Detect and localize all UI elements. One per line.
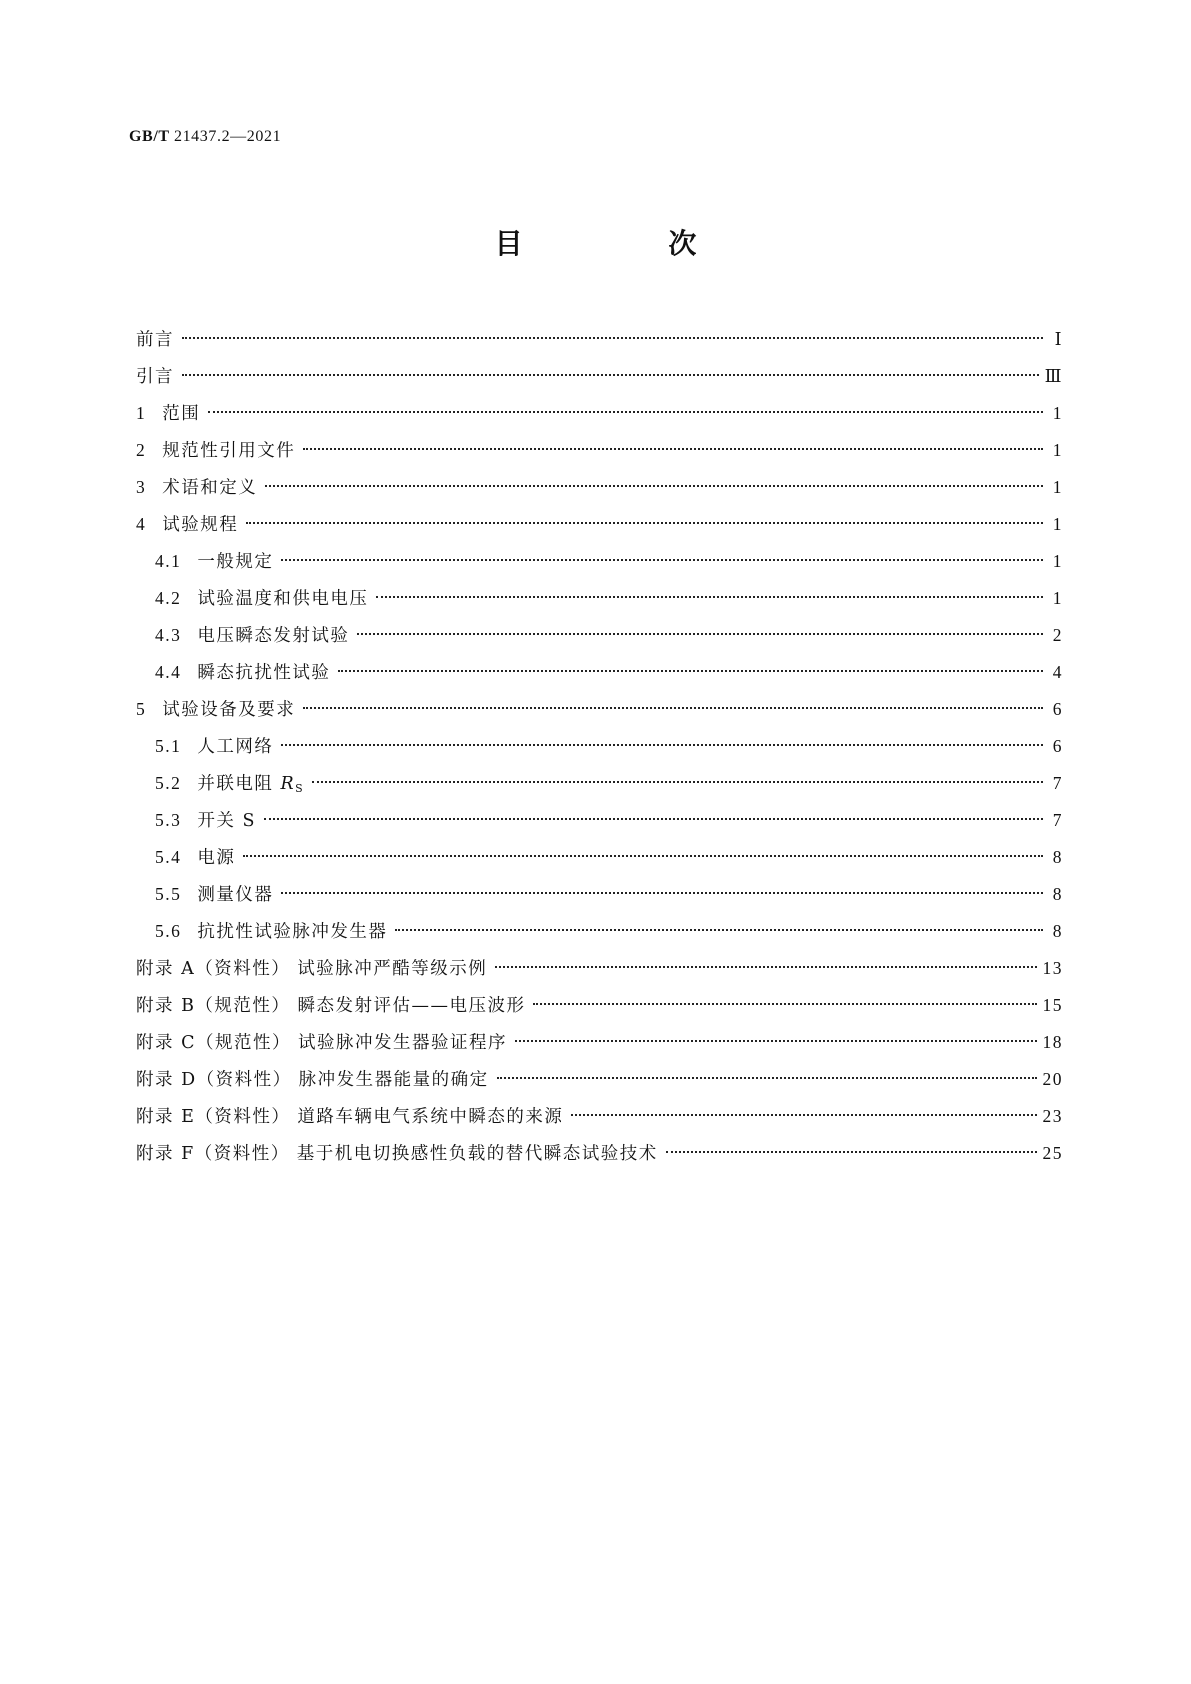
toc-entry[interactable] xyxy=(136,437,1063,474)
toc-entry[interactable] xyxy=(136,659,1063,696)
toc-entry-label xyxy=(197,585,368,610)
toc-dot-leader xyxy=(395,929,1043,931)
toc-entry[interactable] xyxy=(136,992,1063,1029)
toc-entry[interactable] xyxy=(136,548,1063,585)
toc-entry-number: 5.4 xyxy=(155,847,182,867)
document-code-number: 21437.2—2021 xyxy=(173,128,282,145)
toc-dot-leader xyxy=(246,522,1043,524)
toc-entry-label xyxy=(197,807,256,832)
toc-dot-leader xyxy=(303,707,1043,709)
toc-entry-label xyxy=(136,1029,507,1054)
toc-entry-label xyxy=(162,400,200,425)
toc-dot-leader xyxy=(281,892,1043,894)
toc-entry-page-number: 23 xyxy=(1042,1106,1063,1126)
toc-entry-page-number: 20 xyxy=(1042,1069,1063,1089)
toc-entry-page-number: 7 xyxy=(1052,773,1063,793)
toc-entry-label xyxy=(197,918,387,943)
toc-entry-label-text: 附录 E（资料性） 道路车辆电气系统中瞬态的来源 xyxy=(136,1107,564,1127)
toc-dot-leader xyxy=(533,1003,1036,1005)
toc-entry-label xyxy=(197,770,304,795)
toc-dot-leader xyxy=(281,744,1043,746)
toc-entry-page-number: 1 xyxy=(1052,477,1063,497)
toc-entry-label-text: 引言 xyxy=(136,367,174,387)
toc-entry-label-text: 并联电阻 xyxy=(197,774,281,794)
toc-entry-label-text: 附录 B（规范性） 瞬态发射评估——电压波形 xyxy=(136,996,526,1016)
toc-entry-number: 4 xyxy=(136,514,147,534)
toc-entry[interactable] xyxy=(136,807,1063,844)
toc-entry-page-number: 4 xyxy=(1052,662,1063,682)
toc-entry-label-subscript: S xyxy=(295,782,305,795)
toc-entry[interactable] xyxy=(136,918,1063,955)
toc-entry-label-text: 测量仪器 xyxy=(197,885,274,905)
toc-entry-label xyxy=(162,696,295,721)
toc-entry-number: 5.6 xyxy=(155,921,182,941)
toc-entry-number: 4.3 xyxy=(155,625,182,645)
toc-entry-label xyxy=(162,511,238,536)
toc-entry-label xyxy=(197,622,349,647)
toc-dot-leader xyxy=(571,1114,1036,1116)
toc-entry-label-text: 一般规定 xyxy=(197,552,274,572)
toc-dot-leader xyxy=(243,855,1043,857)
toc-entry-label-text: 试验规程 xyxy=(162,515,239,535)
table-of-contents xyxy=(136,326,1063,1177)
toc-entry[interactable] xyxy=(136,400,1063,437)
toc-entry[interactable] xyxy=(136,363,1063,400)
toc-entry-page-number: Ⅰ xyxy=(1054,329,1063,349)
toc-dot-leader xyxy=(303,448,1043,450)
toc-entry-page-number: 8 xyxy=(1052,884,1063,904)
toc-entry[interactable] xyxy=(136,1103,1063,1140)
toc-entry-number: 3 xyxy=(136,477,147,497)
toc-entry-label xyxy=(136,955,487,980)
toc-entry-label xyxy=(197,844,235,869)
toc-dot-leader xyxy=(312,781,1043,783)
toc-dot-leader xyxy=(182,374,1039,376)
toc-entry-number: 5 xyxy=(136,699,147,719)
toc-dot-leader xyxy=(208,411,1043,413)
toc-entry-number: 2 xyxy=(136,440,147,460)
toc-entry-label-text: 试验设备及要求 xyxy=(162,700,296,720)
toc-entry-number: 5.5 xyxy=(155,884,182,904)
toc-entry[interactable] xyxy=(136,585,1063,622)
toc-entry-label-text: 电压瞬态发射试验 xyxy=(197,626,350,646)
toc-entry-page-number: 7 xyxy=(1052,810,1063,830)
toc-entry-page-number: 1 xyxy=(1052,514,1063,534)
toc-entry[interactable] xyxy=(136,1029,1063,1066)
toc-dot-leader xyxy=(182,337,1043,339)
toc-dot-leader xyxy=(666,1151,1037,1153)
toc-entry[interactable] xyxy=(136,1140,1063,1177)
toc-entry-label-text: 人工网络 xyxy=(197,737,274,757)
toc-entry-label xyxy=(197,881,273,906)
toc-entry-label-variable: R xyxy=(280,774,296,794)
toc-entry[interactable] xyxy=(136,696,1063,733)
toc-entry-label-text: 范围 xyxy=(162,404,201,424)
toc-dot-leader xyxy=(265,485,1043,487)
toc-entry-label-text: 附录 C（规范性） 试验脉冲发生器验证程序 xyxy=(136,1033,508,1053)
page-title: 目 次 xyxy=(494,227,765,260)
toc-entry[interactable] xyxy=(136,622,1063,659)
toc-entry-page-number: 2 xyxy=(1052,625,1063,645)
toc-entry[interactable] xyxy=(136,770,1063,807)
toc-entry[interactable] xyxy=(136,733,1063,770)
toc-entry-page-number: 1 xyxy=(1052,403,1063,423)
toc-entry-label-text: 抗扰性试验脉冲发生器 xyxy=(197,922,388,942)
toc-entry-page-number: 6 xyxy=(1052,699,1063,719)
toc-entry-label xyxy=(136,992,525,1017)
toc-entry-page-number: 6 xyxy=(1052,736,1063,756)
toc-entry-label-text: 开关 S xyxy=(197,811,256,831)
toc-dot-leader xyxy=(357,633,1043,635)
toc-entry-page-number: 8 xyxy=(1052,847,1063,867)
toc-entry-page-number: 1 xyxy=(1052,440,1063,460)
toc-entry-label-text: 规范性引用文件 xyxy=(162,441,296,461)
toc-entry-label-text: 电源 xyxy=(197,848,236,868)
toc-entry-page-number: 1 xyxy=(1052,588,1063,608)
toc-dot-leader xyxy=(264,818,1043,820)
toc-dot-leader xyxy=(497,1077,1037,1079)
toc-dot-leader xyxy=(495,966,1036,968)
toc-entry-page-number: Ⅲ xyxy=(1044,366,1063,386)
document-code-prefix: GB/T xyxy=(129,128,170,145)
toc-entry-number: 4.1 xyxy=(155,551,182,571)
toc-entry-label-text: 前言 xyxy=(136,330,174,350)
toc-entry[interactable] xyxy=(136,955,1063,992)
toc-entry-page-number: 15 xyxy=(1042,995,1063,1015)
toc-entry-page-number: 8 xyxy=(1052,921,1063,941)
toc-entry-label xyxy=(197,548,273,573)
toc-entry[interactable] xyxy=(136,326,1063,363)
toc-entry-label-text: 瞬态抗扰性试验 xyxy=(197,663,331,683)
toc-entry-label xyxy=(136,363,174,388)
toc-entry-number: 4.2 xyxy=(155,588,182,608)
document-code xyxy=(129,128,281,146)
toc-entry-label-text: 试验温度和供电电压 xyxy=(197,589,369,609)
toc-entry[interactable] xyxy=(136,844,1063,881)
toc-entry-label xyxy=(162,474,257,499)
toc-entry-label xyxy=(197,733,273,758)
toc-entry-label xyxy=(136,1066,489,1091)
toc-entry-label-text: 附录 F（资料性） 基于机电切换感性负载的替代瞬态试验技术 xyxy=(136,1144,658,1164)
toc-entry-page-number: 1 xyxy=(1052,551,1063,571)
toc-entry-label xyxy=(136,326,174,351)
toc-entry[interactable] xyxy=(136,881,1063,918)
toc-entry-label-text: 附录 A（资料性） 试验脉冲严酷等级示例 xyxy=(136,959,488,979)
toc-entry-number: 4.4 xyxy=(155,662,182,682)
toc-dot-leader xyxy=(338,670,1043,672)
toc-entry[interactable] xyxy=(136,511,1063,548)
toc-entry[interactable] xyxy=(136,1066,1063,1103)
toc-entry-number: 5.2 xyxy=(155,773,182,793)
toc-entry[interactable] xyxy=(136,474,1063,511)
toc-entry-label xyxy=(136,1140,658,1165)
toc-dot-leader xyxy=(281,559,1043,561)
toc-entry-number: 5.1 xyxy=(155,736,182,756)
toc-entry-number: 5.3 xyxy=(155,810,182,830)
toc-entry-label-text: 附录 D（资料性） 脉冲发生器能量的确定 xyxy=(136,1070,489,1090)
toc-entry-label xyxy=(197,659,330,684)
toc-entry-page-number: 25 xyxy=(1042,1143,1063,1163)
toc-dot-leader xyxy=(515,1040,1036,1042)
toc-entry-label-text: 术语和定义 xyxy=(162,478,258,498)
toc-dot-leader xyxy=(376,596,1043,598)
toc-entry-number: 1 xyxy=(136,403,147,423)
toc-entry-label xyxy=(136,1103,563,1128)
toc-entry-page-number: 18 xyxy=(1042,1032,1063,1052)
toc-entry-label xyxy=(162,437,295,462)
toc-entry-page-number: 13 xyxy=(1042,958,1063,978)
